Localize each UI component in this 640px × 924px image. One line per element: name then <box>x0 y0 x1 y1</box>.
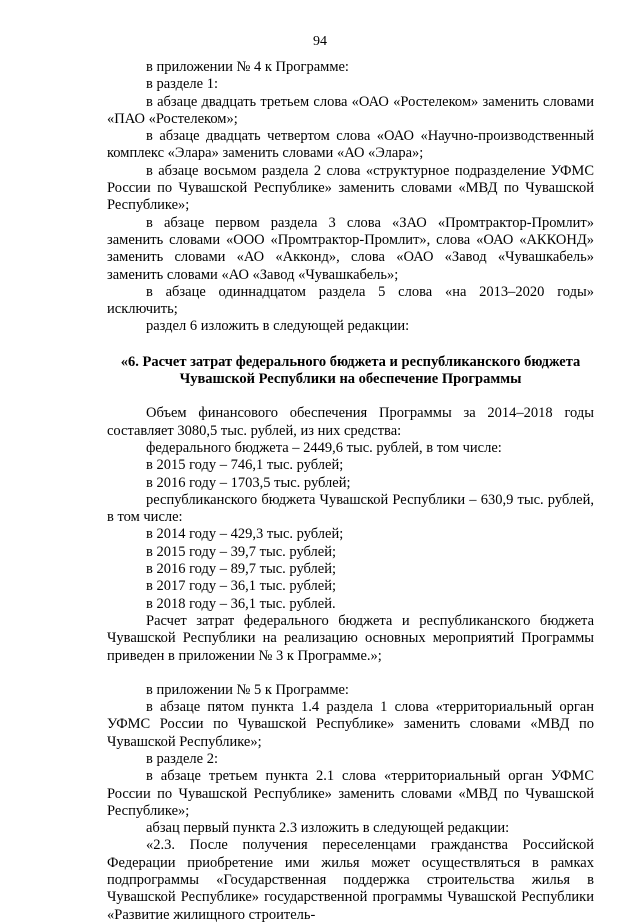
paragraph: в разделе 1: <box>146 76 219 93</box>
paragraph: в 2017 году – 36,1 тыс. рублей; <box>146 578 337 595</box>
paragraph: в абзаце восьмом раздела 2 слова «структурное подразделение УФМС России по Чувашской Республике» заменить словами «МВД по Чувашской Республике»; <box>107 162 594 214</box>
paragraph: Расчет затрат федерального бюджета и республиканского бюджета Чувашской Республики на реализацию основных мероприятий Программы приведен в приложении № 3 к Программе.»; <box>107 612 594 664</box>
paragraph: в 2016 году – 89,7 тыс. рублей; <box>146 561 337 578</box>
section-heading-line-2: Чувашской Республики на обеспечение Программы <box>179 371 522 388</box>
page-number: 94 <box>313 34 327 49</box>
paragraph: в абзаце пятом пункта 1.4 раздела 1 слова «территориальный орган УФМС России по Чувашской Республике» заменить словами «МВД по Чувашской Республике»; <box>107 699 594 750</box>
paragraph: Объем финансового обеспечения Программы за 2014–2018 годы составляет 3080,5 тыс. рублей, из них средства: <box>107 405 594 439</box>
paragraph: «2.3. После получения переселенцами гражданства Российской Федерации приобретение ими жилья может осуществляться в рамках подпрограммы «Государственная поддержка строительства жилья в Чувашской Республике» государственной программы Чувашской Республики «Развитие жилищного строитель- <box>107 837 594 923</box>
paragraph: в разделе 2: <box>146 750 219 767</box>
paragraph: абзац первый пункта 2.3 изложить в следующей редакции: <box>146 820 510 837</box>
financing-section <box>107 405 594 664</box>
paragraph: в 2016 году – 1703,5 тыс. рублей; <box>146 474 351 491</box>
paragraph: в приложении № 4 к Программе: <box>146 59 349 75</box>
paragraph: в абзаце первом раздела 3 слова «ЗАО «Промтрактор-Промлит» заменить словами «ООО «Промтрактор-Промлит», слова «ОАО «АККОНД» заменить словами «АО «Акконд», слова «ОАО «Завод «Чувашкабель» заменить словами «АО «Завод «Чувашкабель»; <box>107 214 594 283</box>
appendix-5-section <box>107 682 594 924</box>
paragraph: в приложении № 5 к Программе: <box>146 681 349 698</box>
paragraph: в 2014 году – 429,3 тыс. рублей; <box>146 526 344 543</box>
paragraph: в абзаце одиннадцатом раздела 5 слова «на 2013–2020 годы» исключить; <box>107 283 594 318</box>
section-heading-line-1: «6. Расчет затрат федерального бюджета и республиканского бюджета <box>120 353 581 370</box>
paragraph: республиканского бюджета Чувашской Республики – 630,9 тыс. рублей, в том числе: <box>107 491 594 526</box>
paragraph: в абзаце двадцать четвертом слова «ОАО «Научно-производственный комплекс «Элара» заменить словами «АО «Элара»; <box>107 128 594 162</box>
paragraph: в абзаце третьем пункта 2.1 слова «территориальный орган УФМС России по Чувашской Республике» заменить словами «МВД по Чувашской Республике»; <box>107 768 594 819</box>
paragraph: в абзаце двадцать третьем слова «ОАО «Ростелеком» заменить словами «ПАО «Ростелеком»; <box>107 93 594 127</box>
paragraph: раздел 6 изложить в следующей редакции: <box>146 318 410 335</box>
document-body <box>107 59 594 924</box>
section-heading <box>107 354 594 389</box>
paragraph: в 2018 году – 36,1 тыс. рублей. <box>146 595 336 612</box>
paragraph: федерального бюджета – 2449,6 тыс. рублей, в том числе: <box>146 439 502 456</box>
paragraph: в 2015 году – 746,1 тыс. рублей; <box>146 457 344 474</box>
paragraph: в 2015 году – 39,7 тыс. рублей; <box>146 543 337 560</box>
